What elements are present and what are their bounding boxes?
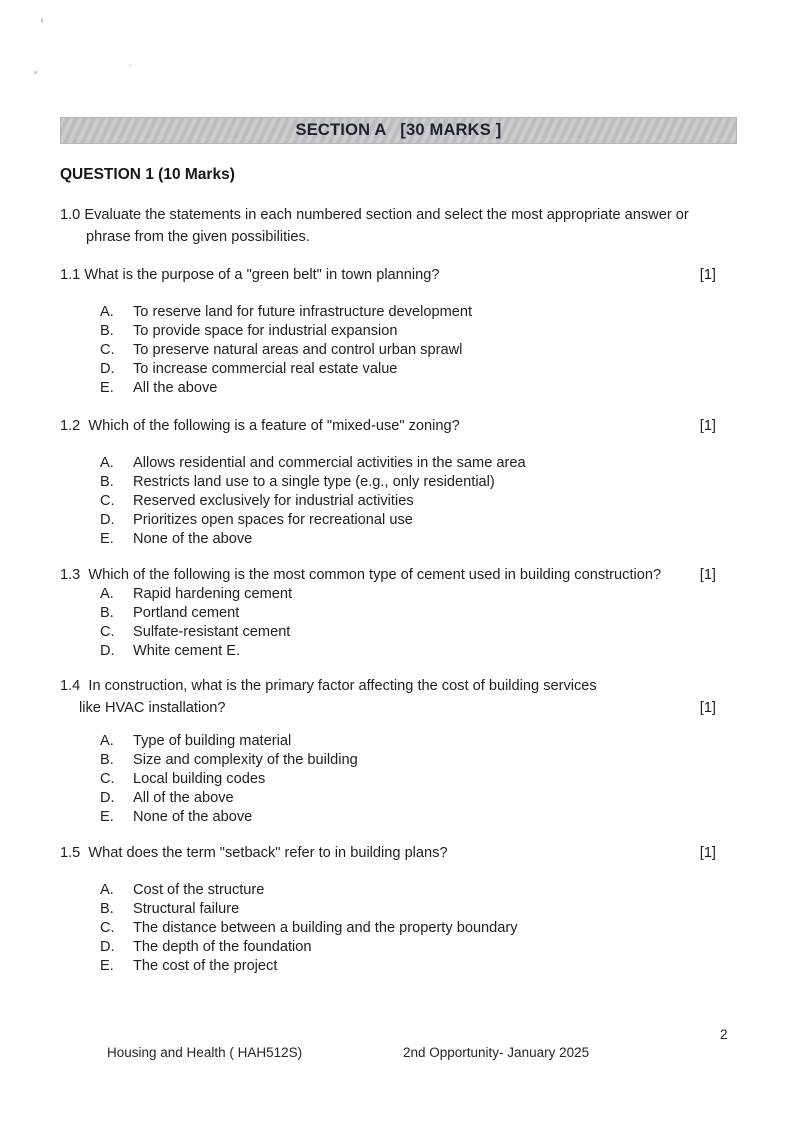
option-d — [100, 511, 700, 530]
option-c — [100, 623, 700, 642]
question-1-1-options — [100, 303, 700, 398]
option-text: All of the above — [133, 789, 234, 806]
footer-exam-session: 2nd Opportunity- January 2025 — [403, 1045, 590, 1060]
option-letter: D. — [100, 938, 115, 955]
question-1-2-marks: [1] — [699, 418, 716, 434]
option-letter: E. — [100, 808, 114, 825]
option-c — [100, 770, 700, 789]
option-text: All the above — [133, 379, 218, 396]
option-letter: D. — [100, 789, 115, 806]
section-header-title: SECTION A [30 MARKS ] — [295, 121, 502, 139]
option-b — [100, 900, 700, 919]
option-letter: A. — [100, 586, 114, 602]
option-text: The cost of the project — [133, 957, 278, 974]
question-1-4-text-line-2: like HVAC installation? — [79, 700, 226, 716]
option-text: Reserved exclusively for industrial activities — [133, 492, 414, 509]
option-a — [100, 585, 700, 604]
option-text: Local building codes — [133, 770, 266, 787]
question-1-3-text: 1.3 Which of the following is the most common type of cement used in building construction? — [60, 567, 662, 583]
option-a — [100, 454, 700, 473]
option-d — [100, 642, 700, 661]
option-text: Sulfate-resistant cement — [133, 623, 291, 640]
option-text: Allows residential and commercial activities in the same area — [133, 455, 526, 471]
option-text: None of the above — [133, 808, 253, 825]
option-text: To increase commercial real estate value — [133, 360, 398, 377]
question-1-2-options — [100, 454, 700, 549]
option-letter: C. — [100, 492, 115, 509]
option-d — [100, 938, 700, 957]
scan-artifact — [34, 71, 37, 74]
option-a — [100, 303, 700, 322]
option-text: Restricts land use to a single type (e.g., only residential) — [133, 473, 495, 490]
option-text: Cost of the structure — [133, 882, 265, 898]
option-letter: B. — [100, 604, 114, 621]
option-letter: C. — [100, 919, 115, 936]
option-text: To provide space for industrial expansion — [133, 322, 398, 339]
option-e — [100, 957, 700, 976]
option-text: White cement E. — [133, 642, 241, 659]
option-letter: D. — [100, 511, 115, 528]
instructions-line-1: 1.0 Evaluate the statements in each numbered section and select the most appropriate answer or — [60, 207, 689, 223]
question-1-1-text: 1.1 What is the purpose of a "green belt" in town planning? — [60, 267, 440, 283]
option-letter: B. — [100, 751, 114, 768]
option-letter: D. — [100, 642, 115, 659]
section-header-band — [60, 117, 737, 144]
instructions-line-2: phrase from the given possibilities. — [86, 229, 310, 245]
question-1-2-text: 1.2 Which of the following is a feature of "mixed-use" zoning? — [60, 418, 460, 434]
question-1-3-options — [100, 585, 700, 661]
option-letter: B. — [100, 473, 114, 490]
option-letter: A. — [100, 304, 114, 320]
question-1-4-continued — [60, 699, 716, 718]
option-letter: B. — [100, 322, 114, 339]
option-text: To reserve land for future infrastructure development — [133, 304, 473, 320]
option-letter: B. — [100, 900, 114, 917]
option-text: None of the above — [133, 530, 253, 547]
question-1-5-options — [100, 881, 700, 976]
question-1-1 — [60, 266, 716, 285]
option-a — [100, 881, 700, 900]
option-letter: A. — [100, 733, 114, 749]
question-1-heading: QUESTION 1 (10 Marks) — [60, 166, 235, 183]
question-1-1-marks: [1] — [699, 267, 716, 283]
option-b — [100, 751, 700, 770]
instructions — [60, 204, 740, 248]
option-d — [100, 789, 700, 808]
option-c — [100, 919, 700, 938]
option-text: Size and complexity of the building — [133, 751, 358, 768]
option-e — [100, 379, 700, 398]
question-1-2 — [60, 417, 716, 436]
option-c — [100, 492, 700, 511]
option-c — [100, 341, 700, 360]
page-number: 2 — [720, 1027, 728, 1042]
option-b — [100, 604, 700, 623]
option-text: Prioritizes open spaces for recreational use — [133, 511, 413, 528]
question-1-3 — [60, 566, 716, 585]
option-letter: C. — [100, 770, 115, 787]
option-text: The depth of the foundation — [133, 938, 312, 955]
option-text: The distance between a building and the property boundary — [133, 919, 518, 936]
option-letter: E. — [100, 530, 114, 547]
option-letter: C. — [100, 341, 115, 358]
option-b — [100, 322, 700, 341]
option-letter: E. — [100, 957, 114, 974]
question-1-4-options — [100, 732, 700, 827]
option-e — [100, 808, 700, 827]
option-text: Type of building material — [133, 733, 292, 749]
option-letter: D. — [100, 360, 115, 377]
option-letter: A. — [100, 882, 114, 898]
option-text: To preserve natural areas and control urban sprawl — [133, 341, 463, 358]
option-text: Portland cement — [133, 604, 240, 621]
question-1-5-text: 1.5 What does the term "setback" refer to in building plans? — [60, 845, 448, 861]
question-1-3-marks: [1] — [699, 567, 716, 583]
question-1-4-marks: [1] — [699, 700, 716, 716]
option-b — [100, 473, 700, 492]
question-1-5 — [60, 844, 716, 863]
question-1-4-text-line-1: 1.4 In construction, what is the primary factor affecting the cost of building services — [60, 678, 597, 694]
scan-artifact — [41, 18, 43, 23]
option-d — [100, 360, 700, 379]
option-letter: A. — [100, 455, 114, 471]
question-1-4 — [60, 677, 716, 696]
scan-artifact — [129, 64, 131, 67]
option-text: Structural failure — [133, 900, 240, 917]
option-a — [100, 732, 700, 751]
option-letter: E. — [100, 379, 114, 396]
option-letter: C. — [100, 623, 115, 640]
option-e — [100, 530, 700, 549]
question-1-5-marks: [1] — [699, 845, 716, 861]
footer-course-title: Housing and Health ( HAH512S) — [107, 1045, 303, 1060]
option-text: Rapid hardening cement — [133, 586, 293, 602]
